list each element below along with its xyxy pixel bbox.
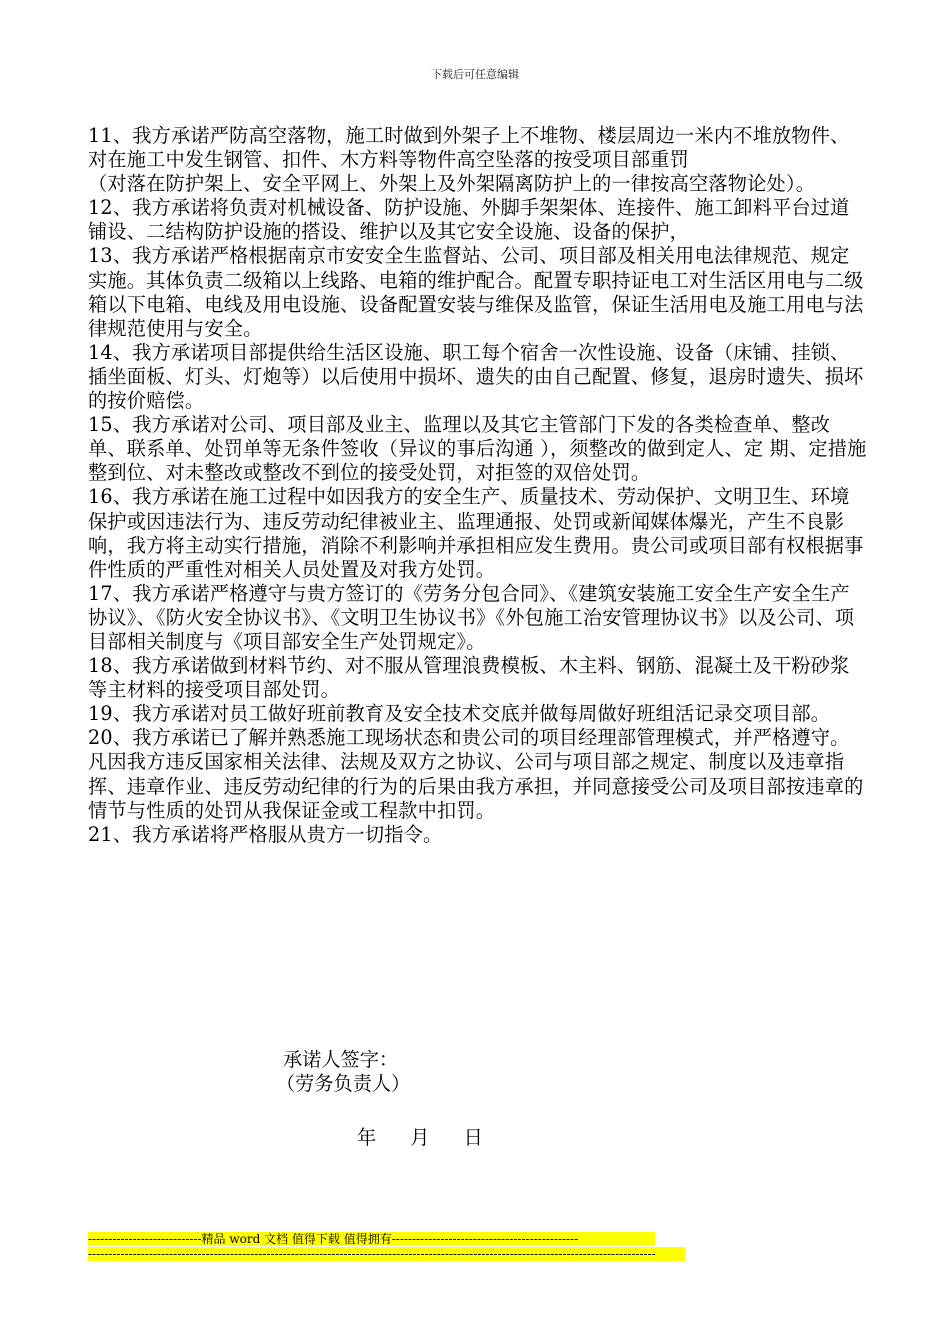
signature-label: 承诺人签字：	[283, 1048, 399, 1071]
clause-11-note: （对落在防护架上、安全平网上、外架上及外架隔离防护上的一律按高空落物论处）。	[88, 172, 816, 196]
footer-banner: ----------------------------精品 word 文档 值得下载 值得拥有----------------------------------------------	[88, 1232, 655, 1246]
clause-19: 19、我方承诺对员工做好班前教育及安全技术交底并做每周做好班组活记录交项目部。	[88, 702, 831, 726]
clause-18: 18、我方承诺做到材料节约、对不服从管理浪费模板、木主料、钢筋、混凝土及干粉砂浆等主材料的接受项目部处罚。	[88, 654, 850, 702]
clause-16: 16、我方承诺在施工过程中如因我方的安全生产、质量技术、劳动保护、文明卫生、环境保护或因违法行为、违反劳动纪律被业主、监理通报、处罚或新闻媒体爆光，产生不良影响，我方将主动实行措施，消除不利影响并承担相应发生费用。贵公司或项目部有权根据事件性质的严重性对相关人员处置及对我方处罚。	[88, 485, 864, 581]
signature-date: 年 月 日	[357, 1126, 497, 1149]
clause-12: 12、我方承诺将负责对机械设备、防护设施、外脚手架架体、连接件、施工卸料平台过道铺设、二结构防护设施的搭设、维护以及其它安全设施、设备的保护，	[88, 196, 850, 244]
clause-21: 21、我方承诺将严格服从贵方一切指令。	[88, 822, 443, 846]
document-body	[88, 124, 868, 847]
clause-17: 17、我方承诺严格遵守与贵方签订的《劳务分包合同》、《建筑安装施工安全生产安全生产协议》、《防火安全协议书》、《文明卫生协议书》《外包施工治安管理协议书》以及公司、项目部相关制度与《项目部安全生产处罚规定》。	[88, 581, 855, 653]
clause-20: 20、我方承诺已了解并熟悉施工现场状态和贵公司的项目经理部管理模式，并严格遵守。凡因我方违反国家相关法律、法规及双方之协议、公司与项目部之规定、制度以及违章指挥、违章作业、违反劳动纪律的行为的后果由我方承担，并同意接受公司及项目部按违章的情节与性质的处罚从我保证金或工程款中扣罚。	[88, 726, 864, 822]
footer-dash-line: --------------------------------------------------------------------------------------------------------------------------------------------	[88, 1247, 685, 1261]
clause-14: 14、我方承诺项目部提供给生活区设施、职工每个宿舍一次性设施、设备（床铺、挂锁、插坐面板、灯头、灯炮等）以后使用中损坏、遗失的由自己配置、修复，退房时遗失、损坏的按价赔偿。	[88, 340, 864, 413]
page-header: 下载后可任意编辑	[431, 68, 519, 81]
clause-11: 11、我方承诺严防高空落物，施工时做到外架子上不堆物、楼层周边一米内不堆放物件、对在施工中发生钢管、扣件、木方料等物件高空坠落的按受项目部重罚	[88, 124, 850, 172]
clause-13: 13、我方承诺严格根据南京市安安全生监督站、公司、项目部及相关用电法律规范、规定实施。其体负责二级箱以上线路、电箱的维护配合。配置专职持证电工对生活区用电与二级箱以下电箱、电线及用电设施、设备配置安装与维保及监管，保证生活用电及施工用电与法律规范使用与安全。	[88, 244, 864, 340]
clause-15: 15、我方承诺对公司、项目部及业主、监理以及其它主管部门下发的各类检查单、整改单、联系单、处罚单等无条件签收（异议的事后沟通 ），须整改的做到定人、定 期、定措施整到位、对未整改或整改不到位的接受处罚，对拒签的双倍处罚。	[88, 413, 867, 485]
signature-role: （劳务负责人）	[276, 1072, 411, 1095]
